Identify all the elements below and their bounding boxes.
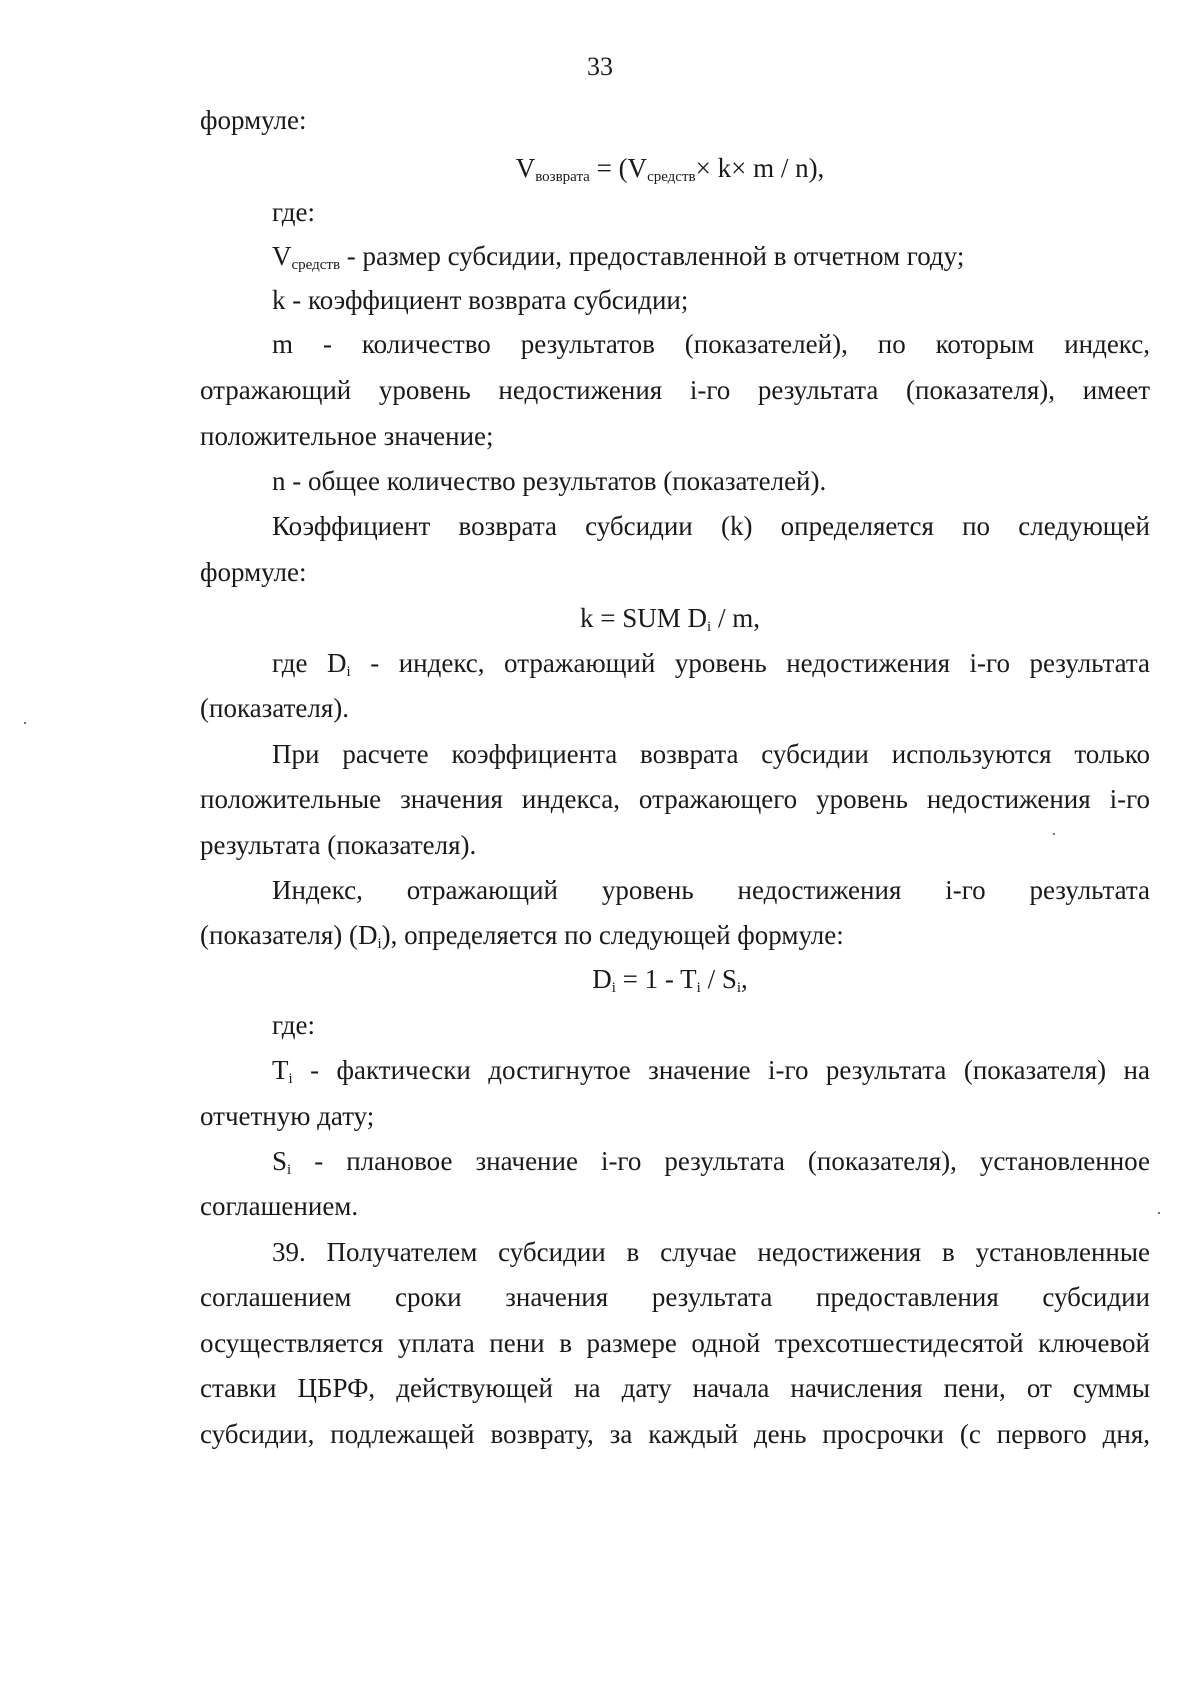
text-line: (показателя) $(D_i)$, определяется по следующей формуле: [200,920,844,952]
text-line: результата (показателя). [200,830,477,860]
text-line: где: [272,1010,315,1040]
page-number: 33 [587,52,613,81]
formula-refund-volume: $V_{возврата} = (V_{средств}\times k\times m / n)$, [515,153,825,185]
text-line: отражающий уровень недостижения i-го результата (показателя), имеет [200,375,1150,405]
text-line: положительное значение; [200,421,494,451]
scan-speck [1053,833,1055,835]
text-line: k - коэффициент возврата субсидии; [272,285,689,315]
text-line: $T_i$ - фактически достигнутое значение i-го результата (показателя) на [272,1055,1150,1087]
text-line: Индекс, отражающий уровень недостижения i-го результата [272,875,1150,905]
text-line: положительные значения индекса, отражающего уровень недостижения i-го [200,784,1150,814]
text-line: формуле: [200,557,307,587]
text-line: 39. Получателем субсидии в случае недостижения в установленные [272,1237,1150,1267]
text-line: Коэффициент возврата субсидии (k) определяется по следующей [272,511,1150,541]
text-line: где: [272,197,315,227]
text-line: $S_i$ - плановое значение i-го результата (показателя), установленное [272,1146,1150,1178]
text-line: $V_{средств}$ - размер субсидии, предоставленной в отчетном году; [272,241,965,273]
text-line: осуществляется уплата пени в размере одной трехсотшестидесятой ключевой [200,1328,1150,1358]
text-line: формуле: [200,105,307,135]
text-line: m - количество результатов (показателей), по которым индекс, [272,329,1150,359]
text-line: отчетную дату; [200,1101,375,1131]
text-line: соглашением сроки значения результата предоставления субсидии [200,1282,1150,1312]
text-line: субсидии, подлежащей возврату, за каждый день просрочки (с первого дня, [200,1419,1150,1449]
formula-coefficient: k = SUM $D_i$ / m, [580,603,760,635]
text-line: соглашением. [200,1191,359,1221]
scan-speck [24,722,26,724]
text-line: ставки ЦБРФ, действующей на дату начала начисления пени, от суммы [200,1373,1150,1403]
text-line: (показателя). [200,693,350,723]
scan-speck [1158,1212,1160,1214]
text-line: При расчете коэффициента возврата субсидии используются только [272,739,1150,769]
formula-index: $D_i = 1 - T_i / S_i$, [592,964,748,996]
text-line: где $D_i$ - индекс, отражающий уровень недостижения i-го результата [272,648,1150,680]
text-line: n - общее количество результатов (показателей). [272,466,827,496]
